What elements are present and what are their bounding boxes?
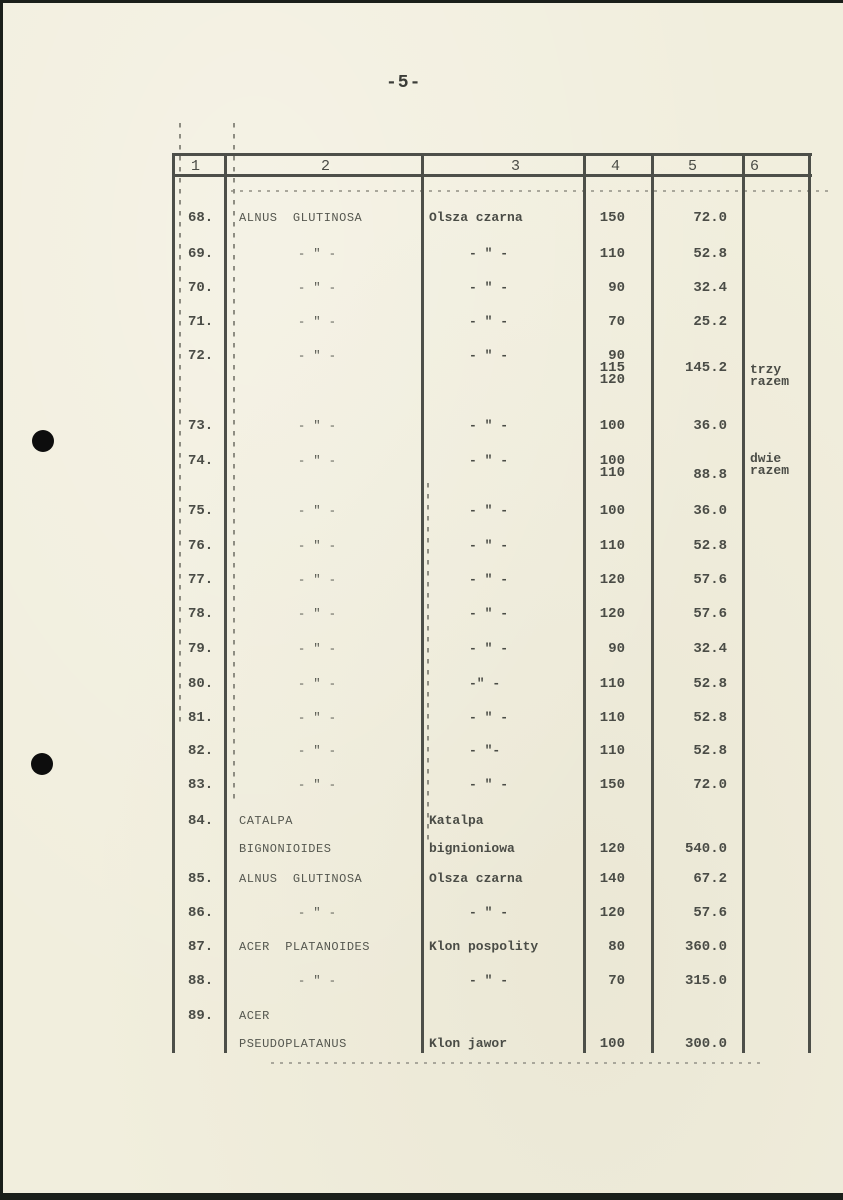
col-border-1-2 [224, 153, 227, 1053]
ditto-mark: - " - [298, 906, 337, 920]
column-header-6: 6 [750, 158, 760, 175]
amount-value: 72.0 [693, 777, 727, 793]
size-value: 80 [608, 939, 625, 955]
polish-name: Klon jawor [429, 1036, 508, 1051]
ditto-mark: - " - [469, 905, 509, 920]
dotted-margin-col3 [427, 483, 429, 843]
amount-value: 52.8 [693, 676, 727, 692]
size-value: 100 [599, 418, 625, 434]
amount-value: 52.8 [693, 710, 727, 726]
row-number: 86. [188, 905, 214, 921]
size-value: 90 [608, 641, 625, 657]
row-number: 87. [188, 939, 214, 955]
ditto-mark: - " - [298, 281, 337, 295]
ditto-mark: - " - [469, 280, 509, 295]
dotted-margin-inner [233, 123, 235, 803]
row-number: 89. [188, 1008, 214, 1024]
row-number: 85. [188, 871, 214, 887]
header-bottom-rule [172, 174, 812, 177]
row-number: 83. [188, 777, 214, 793]
column-header-4: 4 [611, 158, 621, 175]
size-value: 120 [599, 905, 625, 921]
col-border-4-5 [651, 153, 654, 1053]
ditto-mark: - " - [298, 454, 337, 468]
ditto-mark: - " - [469, 503, 509, 518]
ditto-mark: - " - [469, 246, 509, 261]
ditto-mark: - " - [298, 315, 337, 329]
amount-value: 52.8 [693, 538, 727, 554]
ditto-mark: - " - [298, 974, 337, 988]
size-value: 100 [599, 453, 625, 469]
ditto-mark: - " - [298, 419, 337, 433]
size-value: 90 [608, 280, 625, 296]
size-value: 150 [599, 210, 625, 226]
ditto-mark: - " - [298, 711, 337, 725]
row-number: 71. [188, 314, 214, 330]
size-value: 110 [599, 465, 625, 481]
ditto-mark: - " - [298, 539, 337, 553]
size-value: 110 [599, 246, 625, 262]
amount-value: 72.0 [693, 210, 727, 226]
row-number: 81. [188, 710, 214, 726]
size-value: 120 [599, 572, 625, 588]
amount-value: 32.4 [693, 641, 727, 657]
binder-hole-bottom [31, 753, 53, 775]
row-number: 76. [188, 538, 214, 554]
amount-value: 300.0 [684, 1036, 727, 1052]
size-value: 110 [599, 710, 625, 726]
row-number: 84. [188, 813, 214, 829]
size-value: 110 [599, 743, 625, 759]
polish-name: Olsza czarna [429, 210, 523, 225]
size-value: 150 [599, 777, 625, 793]
polish-name: Klon pospolity [429, 939, 539, 954]
col-border-3-4 [583, 153, 586, 1053]
column-header-1: 1 [191, 158, 201, 175]
remark-text: razem [750, 374, 790, 389]
ditto-mark: - " - [469, 538, 509, 553]
row-number: 69. [188, 246, 214, 262]
amount-value: 57.6 [693, 905, 727, 921]
ditto-mark: - " - [469, 314, 509, 329]
size-value: 115 [599, 360, 625, 376]
col-border-left [172, 153, 175, 1053]
row-number: 78. [188, 606, 214, 622]
amount-value: 36.0 [693, 503, 727, 519]
ditto-mark: - " - [469, 641, 509, 656]
remark-text: dwie [750, 451, 782, 466]
ditto-mark: - " - [469, 973, 509, 988]
amount-value: 145.2 [684, 360, 727, 376]
ditto-mark: - " - [469, 777, 509, 792]
dotted-margin-left [179, 123, 181, 723]
size-value: 100 [599, 503, 625, 519]
ditto-mark: - " - [469, 348, 509, 363]
amount-value: 57.6 [693, 606, 727, 622]
amount-value: 36.0 [693, 418, 727, 434]
row-number: 70. [188, 280, 214, 296]
ditto-mark: - " - [298, 607, 337, 621]
amount-value: 88.8 [693, 467, 727, 483]
ditto-mark: - " - [298, 778, 337, 792]
col-border-2-3 [421, 153, 424, 1053]
document-page [3, 3, 843, 1193]
remark-text: razem [750, 463, 790, 478]
row-number: 80. [188, 676, 214, 692]
amount-value: 315.0 [684, 973, 727, 989]
row-number: 82. [188, 743, 214, 759]
size-value: 110 [599, 538, 625, 554]
ditto-mark: - " - [469, 710, 509, 725]
size-value: 100 [599, 1036, 625, 1052]
ditto-mark: - " - [298, 642, 337, 656]
amount-value: 67.2 [693, 871, 727, 887]
col-border-right [808, 153, 811, 1053]
size-value: 120 [599, 841, 625, 857]
dotted-rule-bottom [271, 1062, 761, 1064]
size-value: 70 [608, 314, 625, 330]
row-number: 77. [188, 572, 214, 588]
size-value: 90 [608, 348, 625, 364]
size-value: 120 [599, 606, 625, 622]
amount-value: 32.4 [693, 280, 727, 296]
table-top-rule [172, 153, 812, 156]
ditto-mark: -" - [469, 676, 501, 691]
ditto-mark: - " - [298, 504, 337, 518]
row-number: 73. [188, 418, 214, 434]
polish-name: Olsza czarna [429, 871, 523, 886]
column-header-5: 5 [688, 158, 698, 175]
amount-value: 25.2 [693, 314, 727, 330]
latin-name: ALNUS GLUTINOSA [239, 872, 363, 886]
polish-name: Katalpa [429, 813, 484, 828]
size-value: 120 [599, 372, 625, 388]
ditto-mark: - " - [469, 606, 509, 621]
ditto-mark: - " - [298, 349, 337, 363]
size-value: 110 [599, 676, 625, 692]
latin-name: BIGNONIOIDES [239, 842, 332, 856]
column-header-2: 2 [321, 158, 331, 175]
latin-name: ALNUS GLUTINOSA [239, 211, 363, 225]
ditto-mark: - " - [469, 572, 509, 587]
latin-name: ACER PLATANOIDES [239, 940, 370, 954]
row-number: 75. [188, 503, 214, 519]
row-number: 72. [188, 348, 214, 364]
binder-hole-top [32, 430, 54, 452]
amount-value: 540.0 [684, 841, 727, 857]
ditto-mark: - " - [298, 677, 337, 691]
dotted-rule [231, 190, 831, 192]
ditto-mark: - " - [298, 573, 337, 587]
amount-value: 52.8 [693, 743, 727, 759]
size-value: 140 [599, 871, 625, 887]
ditto-mark: - "- [469, 743, 501, 758]
page-number: -5- [386, 73, 422, 93]
latin-name: ACER [239, 1009, 270, 1023]
amount-value: 57.6 [693, 572, 727, 588]
remark-text: trzy [750, 362, 782, 377]
polish-name: bignioniowa [429, 841, 515, 856]
amount-value: 360.0 [684, 939, 727, 955]
ditto-mark: - " - [469, 418, 509, 433]
ditto-mark: - " - [469, 453, 509, 468]
latin-name: CATALPA [239, 814, 293, 828]
column-header-3: 3 [511, 158, 521, 175]
amount-value: 52.8 [693, 246, 727, 262]
ditto-mark: - " - [298, 744, 337, 758]
size-value: 70 [608, 973, 625, 989]
row-number: 68. [188, 210, 214, 226]
ditto-mark: - " - [298, 247, 337, 261]
row-number: 74. [188, 453, 214, 469]
col-border-5-6 [742, 153, 745, 1053]
row-number: 79. [188, 641, 214, 657]
row-number: 88. [188, 973, 214, 989]
latin-name: PSEUDOPLATANUS [239, 1037, 347, 1051]
